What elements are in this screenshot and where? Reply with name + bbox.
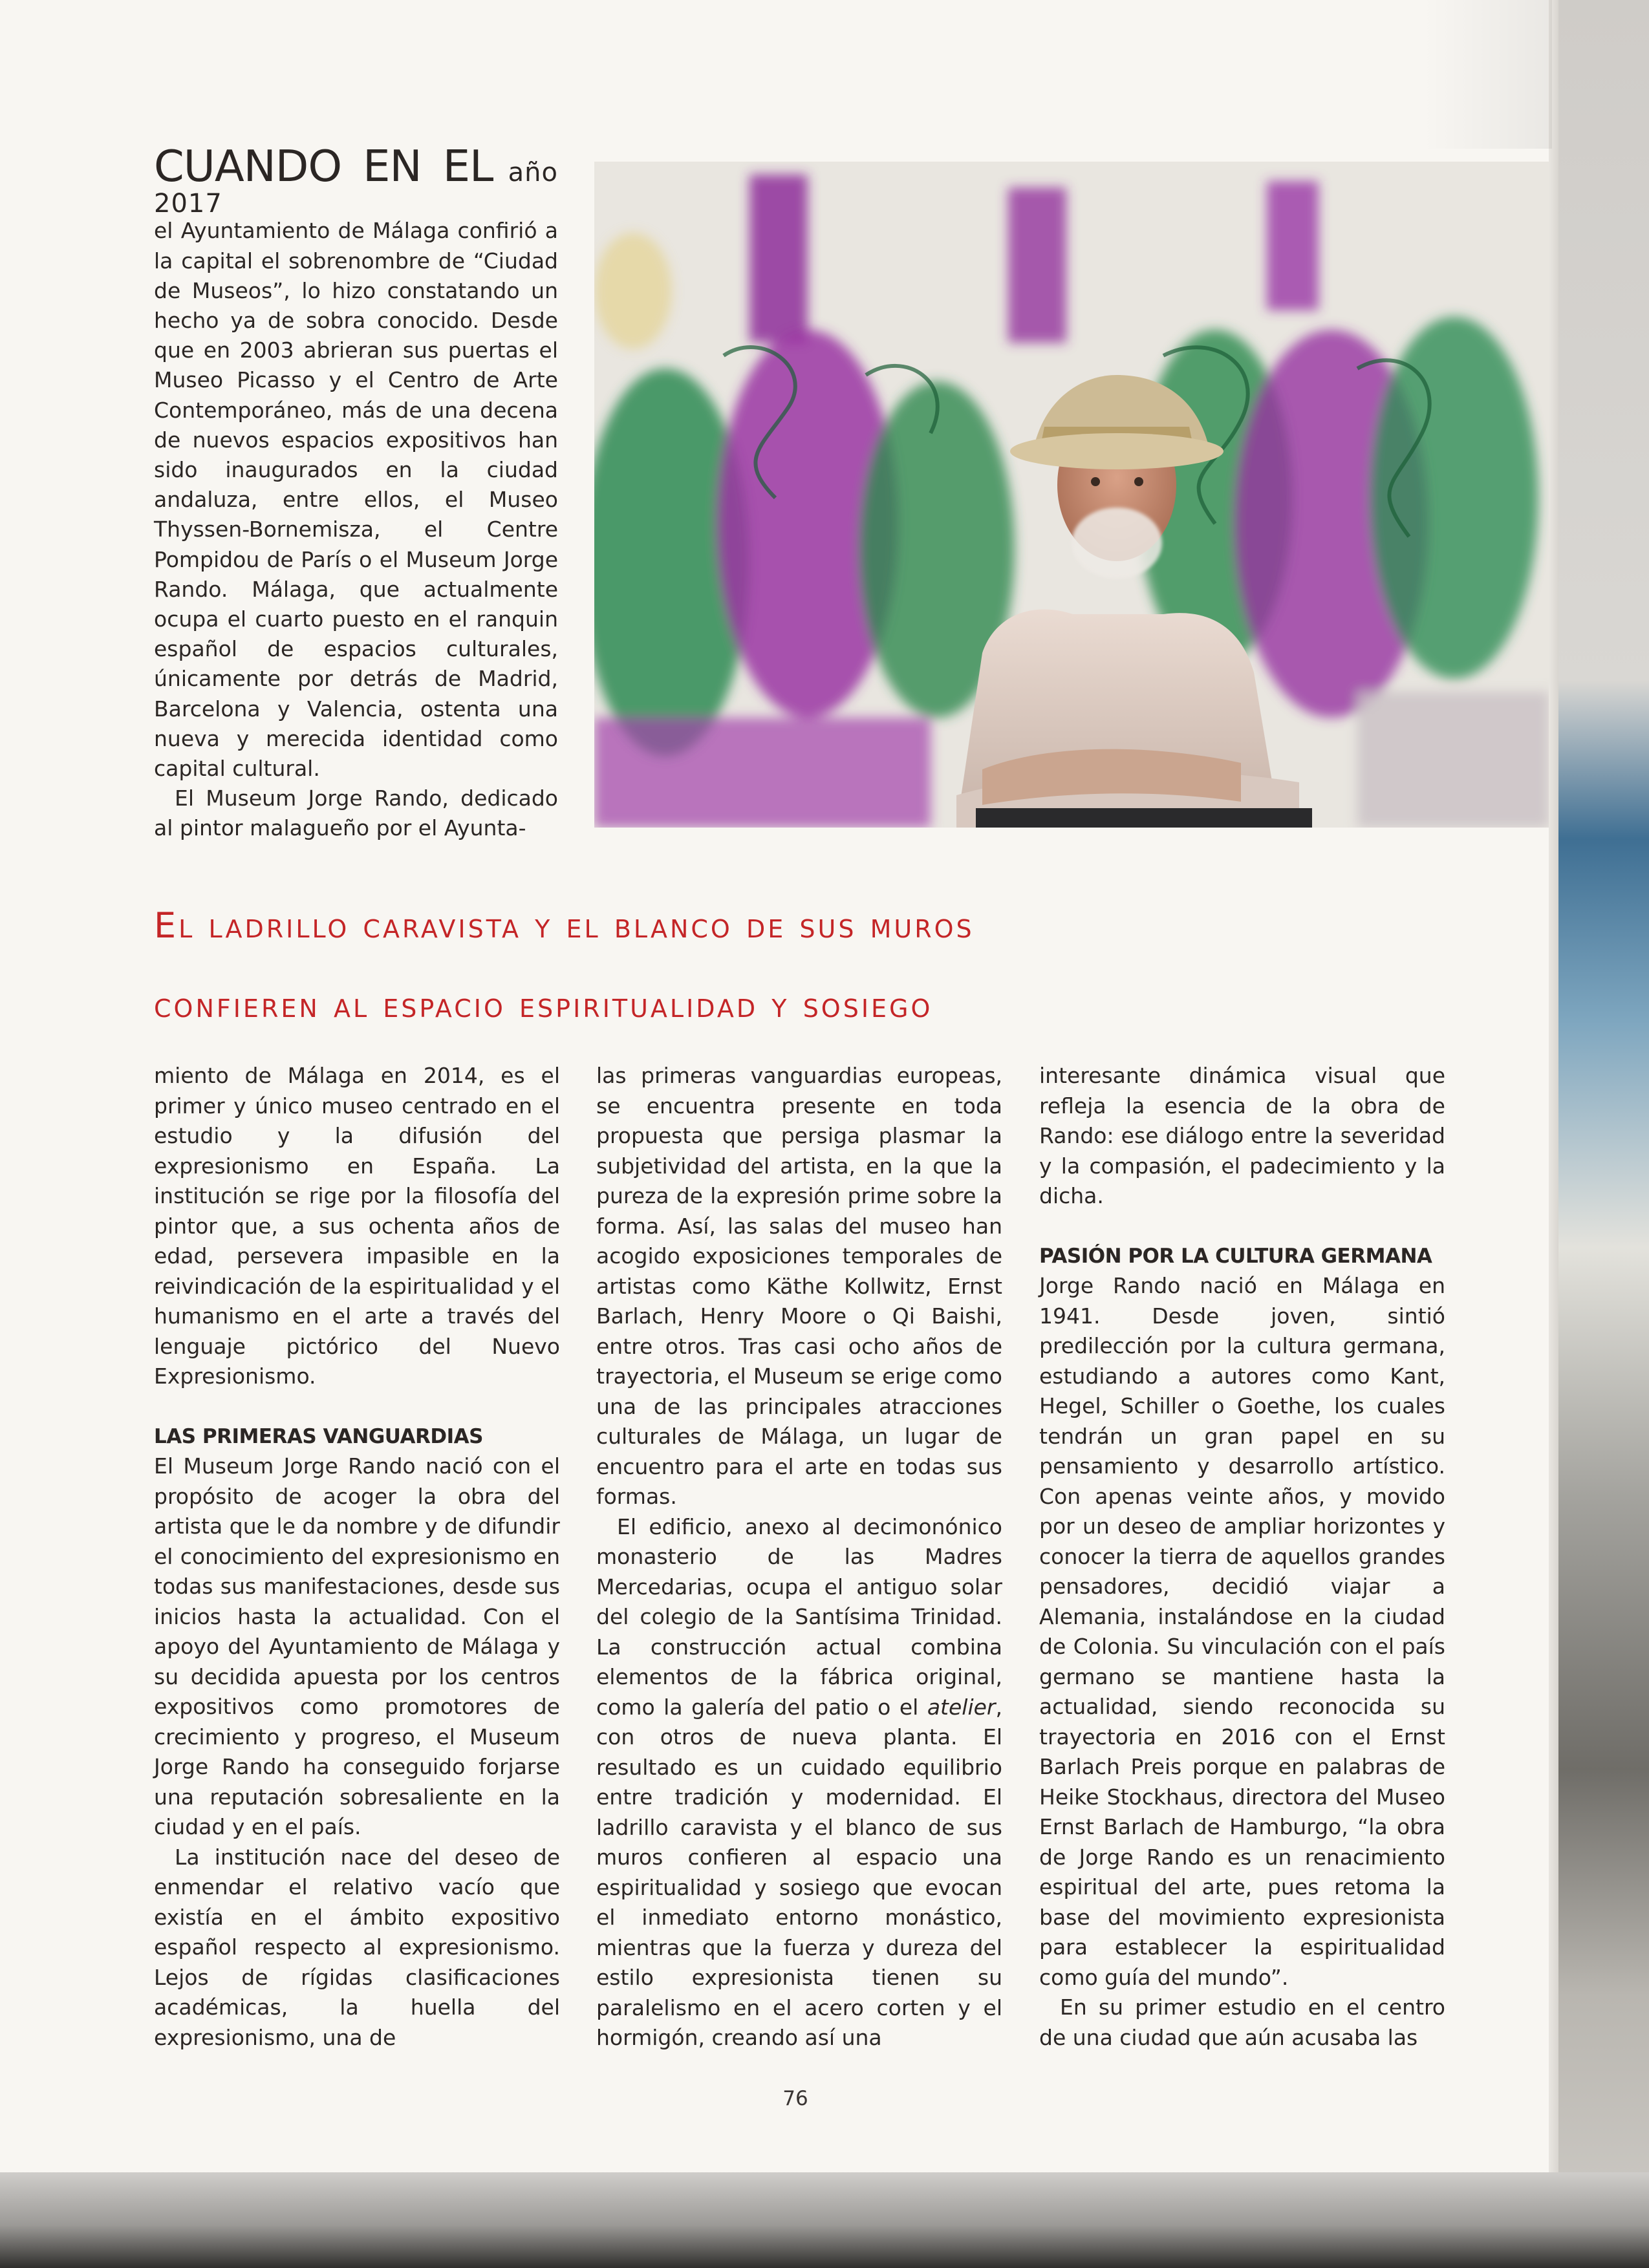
- col2-paragraph-1: las primeras vanguardias europeas, se encuentra presente en toda propuesta que persiga plasmar la subjetividad del artista, en la que la pureza de la expresión prime sobre la forma. Así, las salas del museo han acogido exposiciones temporales de artistas como Käthe Kollwitz, Ernst Barlach, Henry Moore o Qi Baishi, entre otros. Tras casi ocho años de trayectoria, el Museum se erige como una de las principales atracciones culturales de Málaga, un lugar de encuentro para el arte en todas sus formas.: [596, 1063, 1002, 1509]
- col2-paragraph-2: [596, 1512, 1002, 2053]
- section-heading-vanguardias: LAS PRIMERAS VANGUARDIAS: [154, 1424, 483, 1448]
- page-shadow: [1423, 0, 1552, 149]
- col1-paragraph-3: La institución nace del deseo de enmendar el relativo vacío que existía en el ámbito expositivo español respecto al expresionismo. Lejos de rígidas clasificaciones académicas, la huella del expresionismo, una de: [154, 1844, 560, 2050]
- lead-in-year: año 2017: [154, 158, 558, 219]
- pull-quote-line-1: El ladrillo caravista y el blanco de sus muros: [154, 905, 975, 946]
- col2-paragraph-2-end: , con otros de nueva planta. El resultado es un cuidado equilibrio entre tradición y modernidad. El ladrillo caravista y el blanco de sus muros confieren al espacio una espiritualidad y sosiego que evocan el inmediato entorno monástico, mientras que la fuerza y dureza del estilo expresionista tienen su paralelismo en el acero corten y el hormigón, creando así una: [596, 1694, 1002, 2050]
- adjacent-page-strip: [1558, 0, 1649, 2268]
- col1-paragraph-1: miento de Málaga en 2014, es el primer y único museo centrado en el estudio y la difusión del expresionismo en España. La institución se rige por la filosofía del pintor que, a sus ochenta años de edad, persevera impasible en la reivindicación de la espiritualidad y el humanismo en el arte a través del lenguaje pictórico del Nuevo Expresionismo.: [154, 1063, 560, 1389]
- col2-paragraph-2-start: El edificio, anexo al decimonónico monasterio de las Madres Mercedarias, ocupa el antiguo solar del colegio de la Santísima Trinidad. La construcción actual combina elementos de la fábrica original, como la galería del patio o el: [596, 1514, 1002, 1720]
- col1-paragraph-2: El Museum Jorge Rando nació con el propósito de acoger la obra del artista que le da nombre y de difundir el conocimiento del expresionismo en todas sus manifestaciones, desde sus inicios hasta la actualidad. Con el apoyo del Ayuntamiento de Málaga y su decidida apuesta por los centros expositivos como promotores de crecimiento y progreso, el Museum Jorge Rando ha conseguido forjarse una reputación sobresaliente en la ciudad y en el país.: [154, 1453, 560, 1839]
- pull-quote-line-2: confieren al espacio espiritualidad y sosiego: [154, 985, 933, 1025]
- col2-italic-atelier: atelier: [927, 1694, 996, 1720]
- artist-portrait-photo: [594, 162, 1549, 828]
- lead-in: [154, 141, 558, 220]
- pull-quote: [154, 886, 1544, 1045]
- section-heading-cultura-germana: PASIÓN POR LA CULTURA GERMANA: [1039, 1244, 1432, 1268]
- photo-illustration: [594, 162, 1549, 828]
- intro-paragraph-2: El Museum Jorge Rando, dedicado al pintor malagueño por el Ayunta-: [154, 786, 558, 841]
- scan-bottom-band: [0, 2172, 1649, 2268]
- page-number: 76: [782, 2087, 808, 2110]
- lead-in-caps: CUANDO EN EL: [154, 141, 493, 191]
- col3-paragraph-1: interesante dinámica visual que refleja la esencia de la obra de Rando: ese diálogo entre la severidad y la compasión, el padecimiento y la dicha.: [1039, 1063, 1445, 1208]
- body-column-2: [596, 1061, 1002, 2053]
- body-column-3: [1039, 1061, 1445, 2053]
- intro-paragraph-1: el Ayuntamiento de Málaga confirió a la capital el sobrenombre de “Ciudad de Museos”, lo hizo constatando un hecho ya de sobra conocido. Desde que en 2003 abrieran sus puertas el Museo Picasso y el Centro de Arte Contemporáneo, más de una decena de nuevos espacios expositivos han sido inaugurados en la ciudad andaluza, entre ellos, el Museo Thyssen-Bornemisza, el Centre Pompidou de París o el Museum Jorge Rando. Málaga, que actualmente ocupa el cuarto puesto en el ranquin español de espacios culturales, únicamente por detrás de Madrid, Barcelona y Valencia, ostenta una nueva y merecida identidad como capital cultural.: [154, 218, 558, 782]
- col3-paragraph-3: En su primer estudio en el centro de una ciudad que aún acusaba las: [1039, 1995, 1445, 2050]
- col3-paragraph-2: Jorge Rando nació en Málaga en 1941. Desde joven, sintió predilección por la cultura germana, estudiando a autores como Kant, Hegel, Schiller o Goethe, los cuales tendrán un gran papel en su pensamiento y desarrollo artístico. Con apenas veinte años, y movido por un deseo de ampliar horizontes y conocer la tierra de aquellos grandes pensadores, decidió viajar a Alemania, instalándose en la ciudad de Colonia. Su vinculación con el país germano se mantiene hasta la actualidad, siendo reconocida su trayectoria en 2016 con el Ernst Barlach Preis porque en palabras de Heike Stockhaus, directora del Museo Ernst Barlach de Hamburgo, “la obra de Jorge Rando es un renacimiento espiritual del arte, pues retoma la base del movimiento expresionista para establecer la espiritualidad como guía del mundo”.: [1039, 1273, 1445, 1990]
- intro-column: [154, 141, 558, 844]
- body-column-1: [154, 1061, 560, 2053]
